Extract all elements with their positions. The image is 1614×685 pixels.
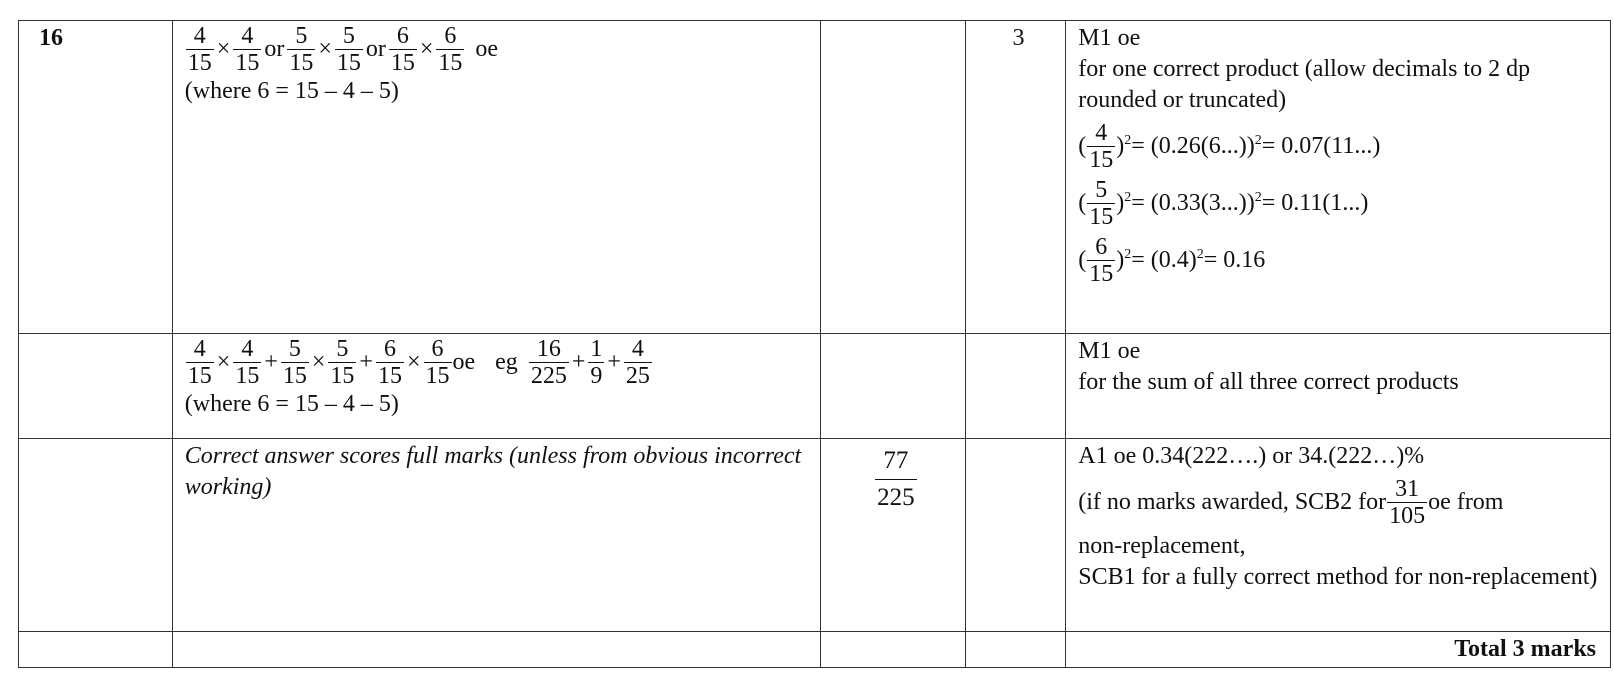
scb2-text: oe from — [1428, 489, 1504, 515]
denominator: 15 — [235, 50, 260, 76]
equation-line — [1078, 120, 1604, 173]
or-text: or — [365, 36, 386, 62]
fraction — [281, 336, 309, 389]
mark-scheme — [18, 20, 1611, 677]
denominator: 15 — [438, 50, 463, 76]
times-sign: × — [406, 349, 421, 375]
numerator: 4 — [241, 23, 254, 49]
marks-cell — [965, 439, 1066, 632]
denominator: 15 — [1089, 147, 1114, 173]
exponent: 2 — [1196, 247, 1204, 262]
mark-description: for one correct product (allow decimals to 2 dp rounded or truncated) — [1078, 56, 1531, 113]
mark-code: A1 oe 0.34(222….) or 34.(222…)% — [1078, 443, 1425, 469]
denominator: 15 — [235, 363, 260, 389]
exponent: 2 — [1124, 133, 1132, 148]
plus-sign: + — [359, 349, 373, 375]
numerator: 77 — [883, 447, 909, 474]
decimal-text: = (0.4) — [1131, 247, 1197, 273]
fraction — [529, 336, 569, 389]
decimal-text: = (0.33(3...)) — [1131, 190, 1255, 216]
paren: ) — [1116, 247, 1125, 273]
numerator: 4 — [631, 336, 644, 362]
times-sign: × — [419, 36, 434, 62]
plus-sign: + — [607, 349, 621, 375]
notes-cell — [1066, 334, 1611, 439]
paren: ( — [1078, 190, 1087, 216]
eg-text: eg — [495, 349, 518, 375]
products-expression — [185, 23, 814, 76]
marks-cell — [965, 334, 1066, 439]
denominator: 15 — [377, 363, 402, 389]
answer-cell — [821, 21, 966, 334]
denominator: 25 — [625, 363, 650, 389]
numerator: 6 — [396, 23, 409, 49]
table-row — [19, 439, 1611, 632]
exponent: 2 — [1124, 247, 1132, 262]
fraction — [328, 336, 356, 389]
denominator: 15 — [1089, 204, 1114, 230]
mark-description: for the sum of all three correct products — [1078, 369, 1459, 395]
working-note: Correct answer scores full marks (unless from obvious incorrect working) — [172, 439, 820, 632]
denominator: 15 — [425, 363, 450, 389]
empty-cell — [821, 632, 966, 668]
plus-sign: + — [571, 349, 586, 375]
marks-cell: 3 — [965, 21, 1066, 334]
or-text: or — [264, 36, 285, 62]
fraction — [1387, 476, 1427, 529]
fraction — [624, 336, 652, 389]
numerator: 6 — [1095, 234, 1108, 260]
working-cell — [172, 21, 820, 334]
fraction — [376, 336, 404, 389]
note-line: SCB1 for a fully correct method for non-replacement) — [1078, 564, 1598, 590]
exponent: 2 — [1124, 190, 1132, 205]
paren: ( — [1078, 247, 1087, 273]
decimal-text: = (0.26(6...)) — [1131, 133, 1255, 159]
oe-text: oe — [475, 36, 499, 62]
question-number-empty — [19, 334, 173, 439]
denominator: 15 — [187, 363, 212, 389]
numerator: 4 — [1095, 120, 1108, 146]
result-text: = 0.11(1...) — [1261, 190, 1369, 216]
sum-expression — [185, 336, 814, 389]
numerator: 5 — [288, 336, 301, 362]
table-row — [19, 21, 1611, 334]
numerator: 31 — [1395, 476, 1420, 502]
times-sign: × — [318, 36, 332, 62]
table-row — [19, 334, 1611, 439]
fraction — [389, 23, 417, 76]
fraction — [287, 23, 315, 76]
denominator: 15 — [336, 50, 361, 76]
fraction — [186, 336, 214, 389]
times-sign: × — [311, 349, 326, 375]
fraction — [233, 336, 261, 389]
fraction — [588, 336, 604, 389]
fraction — [335, 23, 363, 76]
denominator: 15 — [282, 363, 307, 389]
note-line: non-replacement, — [1078, 533, 1246, 559]
numerator: 4 — [241, 336, 254, 362]
fraction — [233, 23, 261, 76]
times-sign: × — [216, 36, 231, 62]
table-row — [19, 632, 1611, 668]
paren: ) — [1116, 133, 1125, 159]
notes-cell — [1066, 439, 1611, 632]
denominator: 15 — [390, 50, 415, 76]
denominator: 225 — [875, 479, 917, 516]
numerator: 6 — [444, 23, 457, 49]
fraction — [1087, 234, 1115, 287]
numerator: 5 — [342, 23, 355, 49]
oe-text: oe — [452, 349, 476, 375]
numerator: 6 — [383, 336, 396, 362]
result-text: = 0.16 — [1203, 247, 1266, 273]
numerator: 5 — [1095, 177, 1108, 203]
denominator: 105 — [1389, 503, 1426, 529]
scb2-text: (if no marks awarded, SCB2 for — [1078, 489, 1387, 515]
answer-cell — [821, 439, 966, 632]
mark-code: M1 oe — [1078, 25, 1141, 51]
denominator: 15 — [289, 50, 314, 76]
numerator: 1 — [590, 336, 603, 362]
total-marks: Total 3 marks — [1066, 632, 1611, 668]
scb2-line — [1078, 476, 1604, 529]
denominator: 15 — [1089, 261, 1114, 287]
fraction — [1087, 120, 1115, 173]
empty-cell — [965, 632, 1066, 668]
numerator: 5 — [336, 336, 349, 362]
question-number-empty — [19, 439, 173, 632]
exponent: 2 — [1254, 190, 1262, 205]
answer-fraction — [875, 443, 917, 516]
empty-cell — [19, 632, 173, 668]
working-cell — [172, 334, 820, 439]
fraction — [436, 23, 464, 76]
answer-cell — [821, 334, 966, 439]
paren: ( — [1078, 133, 1087, 159]
mark-scheme-table — [18, 20, 1611, 668]
fraction — [1087, 177, 1115, 230]
plus-sign: + — [264, 349, 278, 375]
where-note: (where 6 = 15 – 4 – 5) — [184, 391, 399, 417]
numerator: 6 — [431, 336, 444, 362]
denominator: 225 — [530, 363, 567, 389]
equation-line — [1078, 177, 1604, 230]
numerator: 16 — [536, 336, 561, 362]
mark-code: M1 oe — [1078, 338, 1141, 364]
numerator: 4 — [193, 336, 206, 362]
equation-line — [1078, 234, 1604, 287]
exponent: 2 — [1254, 133, 1262, 148]
denominator: 9 — [590, 363, 603, 389]
numerator: 5 — [295, 23, 308, 49]
fraction — [424, 336, 452, 389]
notes-cell — [1066, 21, 1611, 334]
fraction — [186, 23, 214, 76]
question-number: 16 — [19, 21, 173, 334]
times-sign: × — [216, 349, 231, 375]
denominator: 15 — [187, 50, 212, 76]
numerator: 4 — [193, 23, 206, 49]
where-note: (where 6 = 15 – 4 – 5) — [184, 78, 399, 104]
paren: ) — [1116, 190, 1125, 216]
result-text: = 0.07(11...) — [1261, 133, 1381, 159]
denominator: 15 — [330, 363, 355, 389]
empty-cell — [172, 632, 820, 668]
